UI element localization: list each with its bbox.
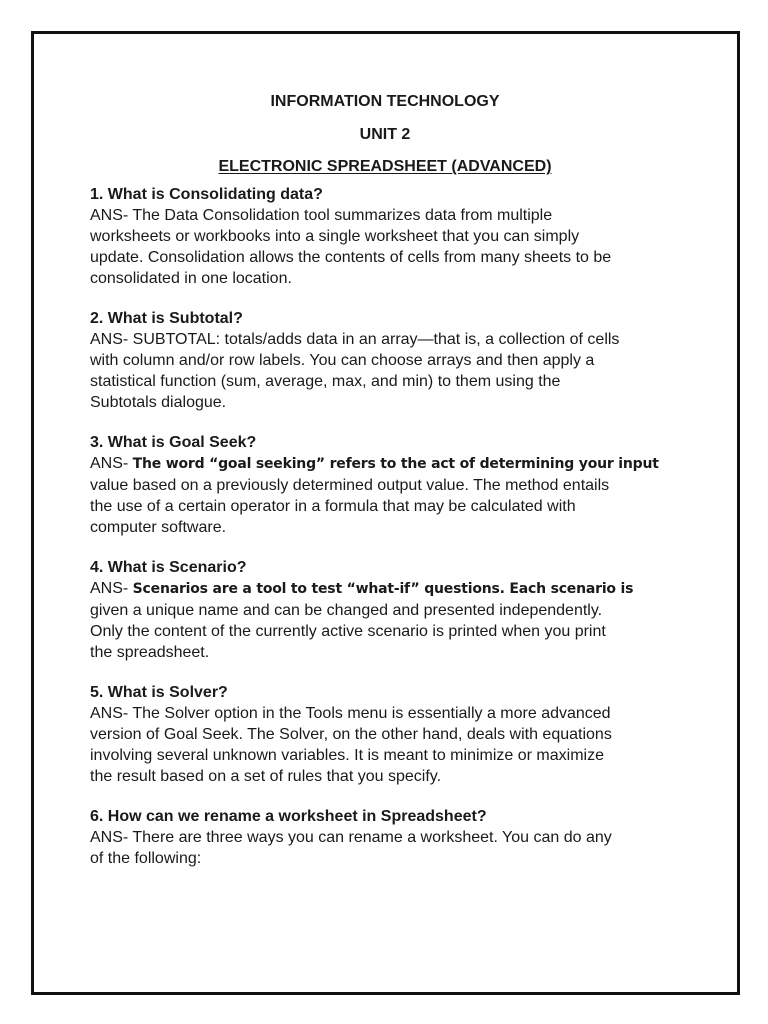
question-heading: 3. What is Goal Seek? xyxy=(90,434,257,451)
unit-label: UNIT 2 xyxy=(359,126,411,143)
qa-item-4 xyxy=(90,557,680,663)
answer-emphasis: Scenarios are a tool to test “what-if” questions. Each scenario is xyxy=(132,581,634,597)
qa-item-6 xyxy=(90,806,680,869)
answer-text: ANS- There are three ways you can rename a worksheet. You can do any of the following: xyxy=(90,829,612,867)
answer-text xyxy=(90,578,680,663)
qa-item-1 xyxy=(90,184,680,289)
question-heading: 5. What is Solver? xyxy=(90,684,228,701)
answer-text xyxy=(90,453,680,538)
answer-prefix: ANS- xyxy=(90,455,133,472)
answer-text: ANS- The Solver option in the Tools menu is essentially a more advanced version of Goal Seek. The Solver, on the other hand, deals with equations involving several unknown variables. It is meant to minimize or maximize the result based on a set of rules that you specify. xyxy=(90,705,612,785)
document-title: INFORMATION TECHNOLOGY xyxy=(270,93,500,110)
question-heading: 4. What is Scenario? xyxy=(90,559,247,576)
question-heading: 2. What is Subtotal? xyxy=(90,310,243,327)
answer-prefix: ANS- xyxy=(90,580,133,597)
answer-rest: value based on a previously determined output value. The method entails the use of a certain operator in a formula that may be calculated with computer software. xyxy=(90,477,610,536)
qa-item-5 xyxy=(90,682,680,787)
answer-text: ANS- SUBTOTAL: totals/adds data in an array—that is, a collection of cells with column and/or row labels. You can choose arrays and then apply a statistical function (sum, average, max, and min) to them using the Subtotals dialogue. xyxy=(90,331,620,411)
answer-text: ANS- The Data Consolidation tool summarizes data from multiple worksheets or workbooks into a single worksheet that you can simply update. Consolidation allows the contents of cells from many sheets to be consolidated in one location. xyxy=(90,207,612,287)
answer-emphasis: The word “goal seeking” refers to the act of determining your input xyxy=(132,456,659,472)
chapter-title: ELECTRONIC SPREADSHEET (ADVANCED) xyxy=(218,158,552,175)
document-content xyxy=(90,92,680,888)
answer-rest: given a unique name and can be changed and presented independently. Only the content of the currently active scenario is printed when you print the spreadsheet. xyxy=(90,602,606,661)
question-heading: 1. What is Consolidating data? xyxy=(90,186,323,203)
question-heading: 6. How can we rename a worksheet in Spreadsheet? xyxy=(90,808,487,825)
qa-item-3 xyxy=(90,432,680,538)
qa-item-2 xyxy=(90,308,680,413)
